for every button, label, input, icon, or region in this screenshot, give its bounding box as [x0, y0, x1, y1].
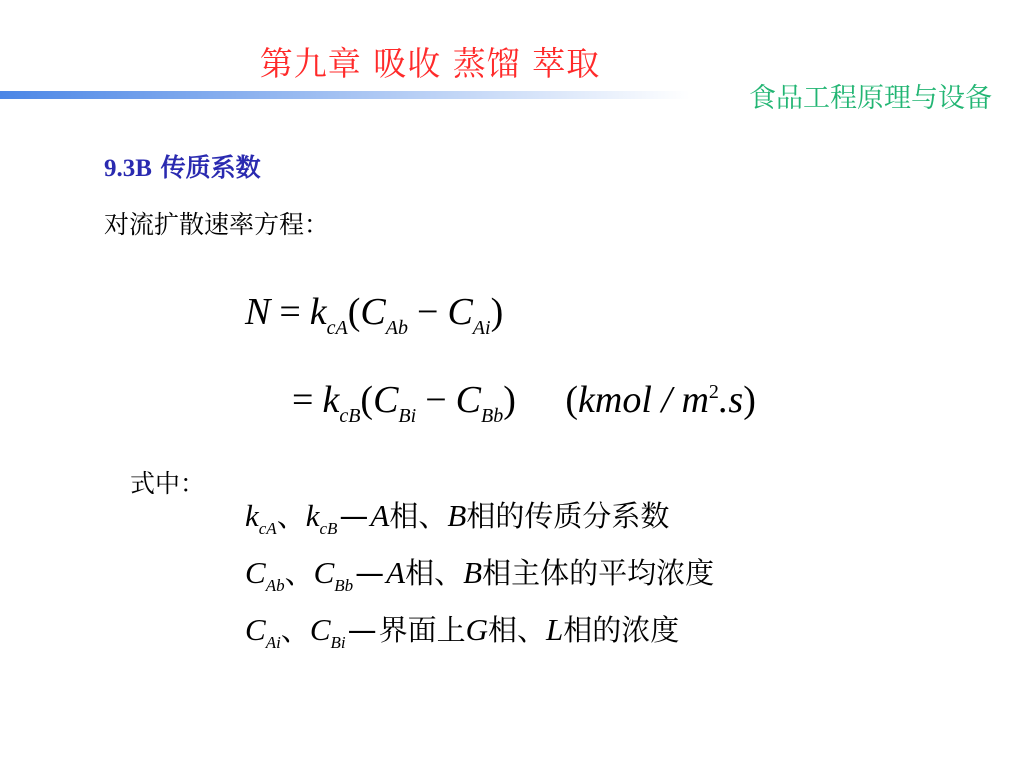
section-heading: [104, 148, 261, 184]
concentration-symbol: C: [455, 379, 481, 421]
separator: 、: [276, 499, 306, 533]
dash: —: [339, 499, 369, 533]
definition-line-interface-concentration: [245, 608, 680, 652]
symbol: C: [245, 612, 266, 647]
symbol: C: [245, 555, 266, 590]
open-paren: (: [360, 379, 374, 421]
symbol: k: [305, 498, 320, 533]
unit-exponent: 2: [708, 381, 719, 403]
equals-sign: =: [279, 291, 301, 333]
close-paren: ): [490, 291, 504, 333]
concentration-symbol: C: [447, 291, 473, 333]
interface-prefix: 界面上: [378, 613, 466, 647]
concentration-subscript: Bb: [481, 405, 504, 427]
dash: —: [355, 556, 385, 590]
definition-text: 相的传质分系数: [466, 499, 670, 533]
header-gradient-rule: [0, 91, 690, 99]
unit-m: m: [681, 379, 709, 421]
unit-close-paren: ): [743, 379, 756, 421]
symbol-subscript: Bb: [334, 576, 354, 595]
coefficient-subscript: cB: [339, 405, 361, 427]
symbol-subscript: Ai: [265, 633, 281, 652]
section-title: 传质系数: [160, 153, 261, 182]
concentration-subscript: Bi: [398, 405, 417, 427]
definition-line-coefficients: [245, 494, 670, 538]
separator: 、: [284, 556, 314, 590]
unit-expression: [565, 379, 756, 421]
phase-a: A: [370, 498, 390, 533]
definition-line-bulk-concentration: [245, 551, 715, 595]
symbol-subscript: Bi: [330, 633, 346, 652]
coefficient-symbol: k: [309, 291, 327, 333]
phase-joiner: 相、: [488, 613, 547, 647]
concentration-subscript: Ai: [472, 317, 491, 339]
minus-sign: −: [425, 379, 447, 421]
symbol: k: [245, 498, 259, 533]
open-paren: (: [347, 291, 361, 333]
phase-b: B: [447, 498, 467, 533]
close-paren: ): [503, 379, 516, 421]
unit-slash: /: [651, 379, 682, 421]
concentration-symbol: C: [360, 291, 386, 333]
flux-symbol: N: [245, 291, 271, 333]
where-label: 式中：: [130, 469, 206, 498]
dash: —: [347, 613, 377, 647]
symbol-subscript: Ab: [265, 576, 285, 595]
phase-a: A: [386, 555, 406, 590]
minus-sign: −: [417, 291, 439, 333]
phase-b: B: [463, 555, 483, 590]
chapter-title: 第九章 吸收 蒸馏 萃取: [259, 44, 601, 83]
equals-sign: =: [292, 379, 314, 421]
definition-text: 相主体的平均浓度: [482, 556, 715, 590]
coefficient-symbol: k: [322, 379, 340, 421]
symbol: C: [313, 555, 335, 590]
coefficient-subscript: cA: [326, 317, 348, 339]
definition-text: 相的浓度: [563, 613, 680, 647]
concentration-symbol: C: [373, 379, 399, 421]
phase-joiner: 相、: [405, 556, 464, 590]
separator: 、: [280, 613, 310, 647]
phase-joiner: 相、: [389, 499, 448, 533]
section-number: 9.3B: [104, 155, 152, 182]
unit-kmol: kmol: [578, 379, 652, 421]
phase-g: G: [465, 612, 489, 647]
phase-l: L: [546, 612, 564, 647]
concentration-subscript: Ab: [385, 317, 408, 339]
course-title: 食品工程原理与设备: [749, 83, 992, 114]
symbol-subscript: cB: [319, 519, 338, 538]
unit-open-paren: (: [565, 379, 579, 421]
intro-text: 对流扩散速率方程：: [104, 210, 330, 239]
symbol: C: [309, 612, 331, 647]
equation-line-1: [245, 290, 504, 339]
unit-seconds: .s: [718, 379, 744, 421]
equation-line-2: [283, 378, 756, 427]
symbol-subscript: cA: [258, 519, 277, 538]
